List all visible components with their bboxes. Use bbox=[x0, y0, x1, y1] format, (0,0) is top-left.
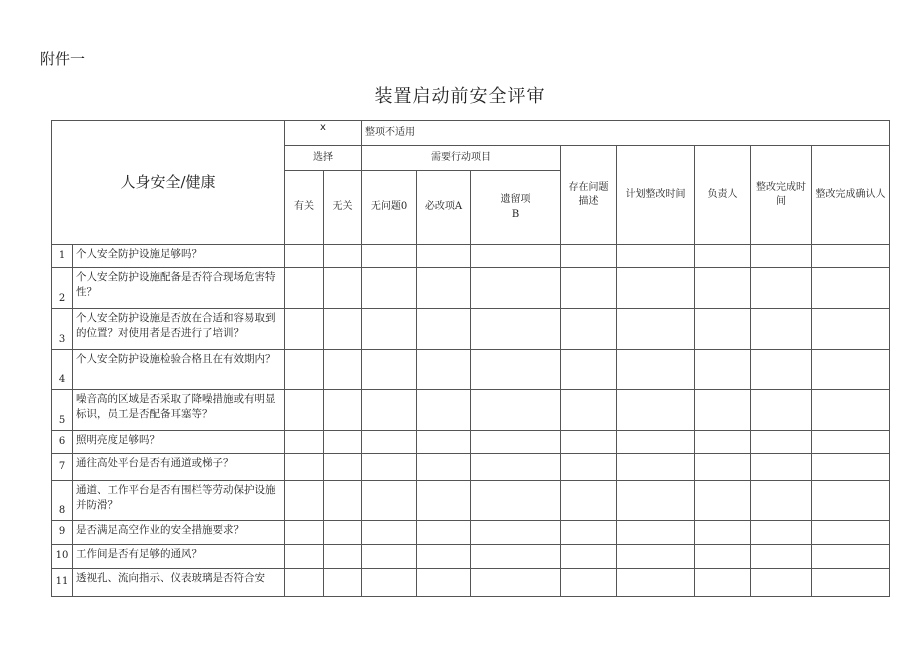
answer-cell[interactable] bbox=[285, 454, 324, 481]
answer-cell[interactable] bbox=[362, 545, 417, 569]
row-number: 1 bbox=[52, 245, 73, 268]
answer-cell[interactable] bbox=[751, 481, 812, 521]
answer-cell[interactable] bbox=[561, 309, 617, 350]
answer-cell[interactable] bbox=[471, 390, 561, 431]
answer-cell[interactable] bbox=[471, 309, 561, 350]
answer-cell[interactable] bbox=[695, 569, 751, 597]
document-title: 装置启动前安全评审 bbox=[374, 86, 546, 107]
x-mark: x bbox=[285, 121, 362, 146]
answer-cell[interactable] bbox=[812, 454, 890, 481]
answer-cell[interactable] bbox=[285, 390, 324, 431]
answer-cell[interactable] bbox=[617, 521, 695, 545]
row-question: 通道、工作平台是否有围栏等劳动保护设施并防滑？ bbox=[73, 481, 285, 521]
planned-time-header: 计划整改时间 bbox=[617, 146, 695, 245]
answer-cell[interactable] bbox=[417, 309, 471, 350]
table-row bbox=[52, 309, 890, 350]
answer-cell[interactable] bbox=[324, 245, 362, 268]
issue-desc-header: 存在问题描述 bbox=[561, 146, 617, 245]
row-question: 个人安全防护设施足够吗？ bbox=[73, 245, 285, 268]
answer-cell[interactable] bbox=[324, 545, 362, 569]
answer-cell[interactable] bbox=[417, 431, 471, 454]
answer-cell[interactable] bbox=[324, 481, 362, 521]
answer-cell[interactable] bbox=[362, 350, 417, 390]
answer-cell[interactable] bbox=[561, 521, 617, 545]
answer-cell[interactable] bbox=[751, 245, 812, 268]
row-question: 通往高处平台是否有通道或梯子？ bbox=[73, 454, 285, 481]
table-row bbox=[52, 521, 890, 545]
row-question: 工作间是否有足够的通风？ bbox=[73, 545, 285, 569]
answer-cell[interactable] bbox=[561, 481, 617, 521]
answer-cell[interactable] bbox=[617, 569, 695, 597]
answer-cell[interactable] bbox=[812, 350, 890, 390]
relevant-header: 有关 bbox=[285, 171, 324, 245]
row-number: 9 bbox=[52, 521, 73, 545]
answer-cell[interactable] bbox=[285, 521, 324, 545]
answer-cell[interactable] bbox=[324, 309, 362, 350]
answer-cell[interactable] bbox=[695, 521, 751, 545]
answer-cell[interactable] bbox=[561, 431, 617, 454]
answer-cell[interactable] bbox=[417, 521, 471, 545]
answer-cell[interactable] bbox=[417, 481, 471, 521]
answer-cell[interactable] bbox=[695, 545, 751, 569]
table-row bbox=[52, 545, 890, 569]
answer-cell[interactable] bbox=[617, 454, 695, 481]
answer-cell[interactable] bbox=[617, 481, 695, 521]
answer-cell[interactable] bbox=[362, 569, 417, 597]
row-number: 11 bbox=[52, 569, 73, 597]
answer-cell[interactable] bbox=[417, 268, 471, 309]
table-row bbox=[52, 350, 890, 390]
row-question: 个人安全防护设施检验合格且在有效期内？ bbox=[73, 350, 285, 390]
answer-cell[interactable] bbox=[695, 268, 751, 309]
answer-cell[interactable] bbox=[695, 431, 751, 454]
answer-cell[interactable] bbox=[751, 309, 812, 350]
row-number: 7 bbox=[52, 454, 73, 481]
answer-cell[interactable] bbox=[617, 431, 695, 454]
confirmer-header: 整改完成确认人 bbox=[812, 146, 890, 245]
table-row bbox=[52, 569, 890, 597]
select-header: 选择 bbox=[285, 146, 362, 171]
answer-cell[interactable] bbox=[285, 245, 324, 268]
answer-cell[interactable] bbox=[471, 431, 561, 454]
table-row bbox=[52, 268, 890, 309]
answer-cell[interactable] bbox=[417, 350, 471, 390]
answer-cell[interactable] bbox=[617, 268, 695, 309]
answer-cell[interactable] bbox=[324, 521, 362, 545]
row-question: 是否满足高空作业的安全措施要求？ bbox=[73, 521, 285, 545]
answer-cell[interactable] bbox=[362, 454, 417, 481]
answer-cell[interactable] bbox=[751, 569, 812, 597]
answer-cell[interactable] bbox=[751, 521, 812, 545]
answer-cell[interactable] bbox=[417, 545, 471, 569]
row-question: 透视孔、流向指示、仪表玻璃是否符合安 bbox=[73, 569, 285, 597]
answer-cell[interactable] bbox=[471, 521, 561, 545]
answer-cell[interactable] bbox=[324, 569, 362, 597]
answer-cell[interactable] bbox=[324, 350, 362, 390]
answer-cell[interactable] bbox=[695, 309, 751, 350]
answer-cell[interactable] bbox=[751, 268, 812, 309]
row-question: 个人安全防护设施是否放在合适和容易取到的位置？对使用者是否进行了培训？ bbox=[73, 309, 285, 350]
answer-cell[interactable] bbox=[285, 431, 324, 454]
carryover-label: 遗留项 bbox=[500, 194, 531, 205]
answer-cell[interactable] bbox=[812, 309, 890, 350]
answer-cell[interactable] bbox=[471, 245, 561, 268]
answer-cell[interactable] bbox=[617, 350, 695, 390]
actions-needed-header: 需要行动项目 bbox=[362, 146, 561, 171]
answer-cell[interactable] bbox=[695, 350, 751, 390]
answer-cell[interactable] bbox=[617, 545, 695, 569]
answer-cell[interactable] bbox=[751, 350, 812, 390]
answer-cell[interactable] bbox=[362, 268, 417, 309]
row-number: 3 bbox=[52, 309, 73, 350]
attachment-label: 附件一 bbox=[40, 50, 86, 68]
row-question: 噪音高的区域是否采取了降噪措施或有明显标识，员工是否配备耳塞等？ bbox=[73, 390, 285, 431]
answer-cell[interactable] bbox=[751, 431, 812, 454]
answer-cell[interactable] bbox=[751, 454, 812, 481]
answer-cell[interactable] bbox=[471, 569, 561, 597]
answer-cell[interactable] bbox=[695, 481, 751, 521]
row-number: 5 bbox=[52, 390, 73, 431]
answer-cell[interactable] bbox=[471, 268, 561, 309]
row-number: 4 bbox=[52, 350, 73, 390]
row-number: 10 bbox=[52, 545, 73, 569]
answer-cell[interactable] bbox=[751, 390, 812, 431]
answer-cell[interactable] bbox=[812, 545, 890, 569]
safety-review-table bbox=[51, 120, 890, 597]
answer-cell[interactable] bbox=[812, 390, 890, 431]
answer-cell[interactable] bbox=[471, 350, 561, 390]
answer-cell[interactable] bbox=[285, 545, 324, 569]
answer-cell[interactable] bbox=[561, 545, 617, 569]
answer-cell[interactable] bbox=[695, 390, 751, 431]
x-legend: 整项不适用 bbox=[362, 121, 890, 146]
answer-cell[interactable] bbox=[471, 454, 561, 481]
completion-time-header: 整改完成时间 bbox=[751, 146, 812, 245]
answer-cell[interactable] bbox=[285, 268, 324, 309]
answer-cell[interactable] bbox=[285, 350, 324, 390]
row-question: 照明亮度足够吗？ bbox=[73, 431, 285, 454]
answer-cell[interactable] bbox=[617, 390, 695, 431]
answer-cell[interactable] bbox=[362, 309, 417, 350]
answer-cell[interactable] bbox=[617, 245, 695, 268]
answer-cell[interactable] bbox=[285, 309, 324, 350]
answer-cell[interactable] bbox=[417, 245, 471, 268]
answer-cell[interactable] bbox=[561, 268, 617, 309]
answer-cell[interactable] bbox=[751, 545, 812, 569]
answer-cell[interactable] bbox=[362, 245, 417, 268]
answer-cell[interactable] bbox=[812, 521, 890, 545]
answer-cell[interactable] bbox=[324, 431, 362, 454]
answer-cell[interactable] bbox=[324, 454, 362, 481]
answer-cell[interactable] bbox=[561, 454, 617, 481]
answer-cell[interactable] bbox=[812, 431, 890, 454]
table-row bbox=[52, 454, 890, 481]
answer-cell[interactable] bbox=[812, 569, 890, 597]
answer-cell[interactable] bbox=[471, 481, 561, 521]
category-header: 人身安全/健康 bbox=[52, 121, 285, 245]
table-row bbox=[52, 245, 890, 268]
row-number: 8 bbox=[52, 481, 73, 521]
answer-cell[interactable] bbox=[617, 309, 695, 350]
owner-header: 负责人 bbox=[695, 146, 751, 245]
answer-cell[interactable] bbox=[285, 481, 324, 521]
answer-cell[interactable] bbox=[324, 268, 362, 309]
answer-cell[interactable] bbox=[471, 545, 561, 569]
answer-cell[interactable] bbox=[417, 569, 471, 597]
row-question: 个人安全防护设施配备是否符合现场危害特性？ bbox=[73, 268, 285, 309]
table-row bbox=[52, 431, 890, 454]
answer-cell[interactable] bbox=[695, 245, 751, 268]
must-fix-header: 必改项A bbox=[417, 171, 471, 245]
no-issue-header: 无问题0 bbox=[362, 171, 417, 245]
answer-cell[interactable] bbox=[285, 569, 324, 597]
answer-cell[interactable] bbox=[362, 521, 417, 545]
carryover-header bbox=[471, 171, 561, 245]
answer-cell[interactable] bbox=[362, 431, 417, 454]
table-row bbox=[52, 390, 890, 431]
answer-cell[interactable] bbox=[561, 350, 617, 390]
answer-cell[interactable] bbox=[417, 390, 471, 431]
answer-cell[interactable] bbox=[417, 454, 471, 481]
header-row-1 bbox=[52, 121, 890, 146]
carryover-code: B bbox=[511, 208, 520, 220]
answer-cell[interactable] bbox=[812, 245, 890, 268]
answer-cell[interactable] bbox=[561, 569, 617, 597]
answer-cell[interactable] bbox=[561, 245, 617, 268]
row-number: 2 bbox=[52, 268, 73, 309]
row-number: 6 bbox=[52, 431, 73, 454]
answer-cell[interactable] bbox=[362, 390, 417, 431]
answer-cell[interactable] bbox=[561, 390, 617, 431]
irrelevant-header: 无关 bbox=[324, 171, 362, 245]
answer-cell[interactable] bbox=[695, 454, 751, 481]
answer-cell[interactable] bbox=[324, 390, 362, 431]
answer-cell[interactable] bbox=[812, 268, 890, 309]
table-row bbox=[52, 481, 890, 521]
answer-cell[interactable] bbox=[362, 481, 417, 521]
table-body bbox=[52, 121, 890, 597]
answer-cell[interactable] bbox=[812, 481, 890, 521]
